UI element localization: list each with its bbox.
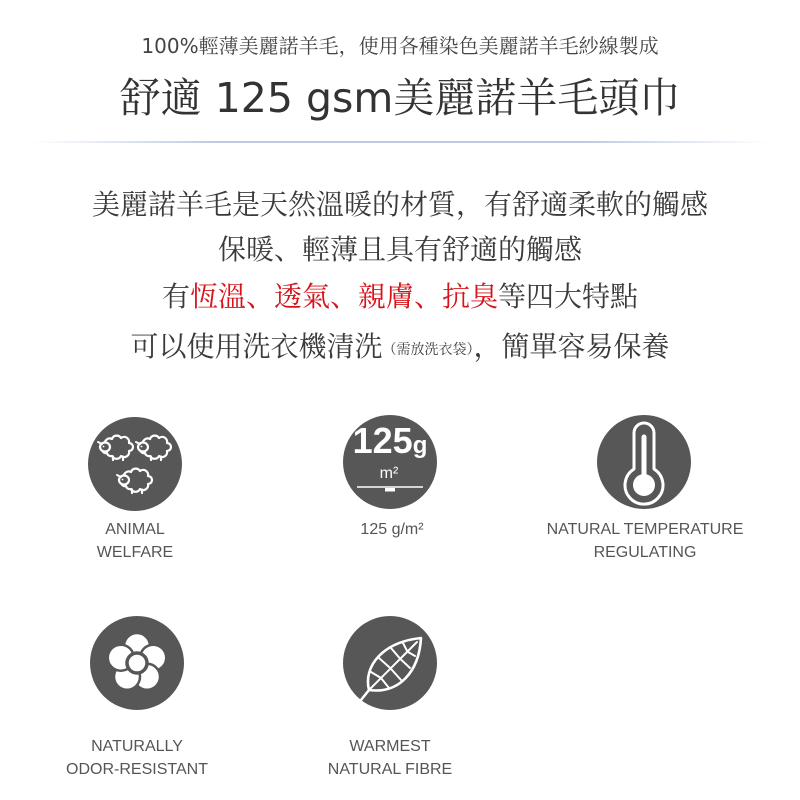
svg-text:125g xyxy=(353,420,428,461)
flower-icon xyxy=(90,616,184,710)
description-line-4-prefix: 可以使用洗衣機清洗 xyxy=(130,330,383,363)
feature-natural-fibre-badge xyxy=(343,616,437,710)
laundry-bag-note: （需放洗衣袋） xyxy=(382,342,474,358)
feature-label-line: NATURAL TEMPERATURE xyxy=(546,521,744,538)
description-line-2: 保暖、輕薄且具有舒適的觸感 xyxy=(217,233,582,266)
feature-temperature-badge xyxy=(597,415,691,509)
feature-label-line: NATURALLY xyxy=(91,738,183,755)
description-line-1: 美麗諾羊毛是天然溫暖的材質，有舒適柔軟的觸感 xyxy=(91,188,708,221)
thermometer-icon xyxy=(597,415,691,509)
description-line-3 xyxy=(0,280,800,314)
feature-label-weight xyxy=(272,518,512,541)
description-line-3-suffix: 等四大特點 xyxy=(498,280,639,313)
feature-label-natural-fibre xyxy=(270,735,510,781)
feature-animal-welfare-badge xyxy=(88,417,182,511)
icon-weight-unit: g xyxy=(412,432,428,459)
feature-label-line: ODOR-RESISTANT xyxy=(66,761,208,778)
feature-highlight-text: 恆溫、透氣、親膚、抗臭 xyxy=(189,280,498,313)
feature-label-line: WARMEST xyxy=(349,738,431,755)
product-subtitle: 100%輕薄美麗諾羊毛，使用各種染色美麗諾羊毛紗線製成 xyxy=(141,34,659,58)
feature-label-animal-welfare xyxy=(15,518,255,564)
icon-area-unit: m² xyxy=(379,465,399,482)
product-title: 舒適 125 gsm美麗諾羊毛頭巾 xyxy=(119,74,681,122)
feature-odor-resistant-badge xyxy=(90,616,184,710)
feature-label-line: REGULATING xyxy=(593,544,697,561)
divider xyxy=(30,141,770,143)
feature-label-line: ANIMAL xyxy=(105,521,165,538)
description-line-4 xyxy=(0,330,800,367)
feature-label-line: WELFARE xyxy=(96,544,174,561)
feature-label-line: 125 g/m² xyxy=(360,521,424,538)
weight-125gsm-icon xyxy=(343,415,437,509)
leaf-icon xyxy=(343,616,437,710)
description-line-3-prefix: 有 xyxy=(161,280,190,313)
feature-weight-badge xyxy=(343,415,437,509)
feature-label-line: NATURAL FIBRE xyxy=(327,761,453,778)
description-line-4-suffix: ，簡單容易保養 xyxy=(473,330,670,363)
icon-weight-number: 125 xyxy=(352,420,413,461)
feature-label-temperature xyxy=(525,518,765,564)
sheep-icon xyxy=(88,417,182,511)
feature-label-odor-resistant xyxy=(17,735,257,781)
